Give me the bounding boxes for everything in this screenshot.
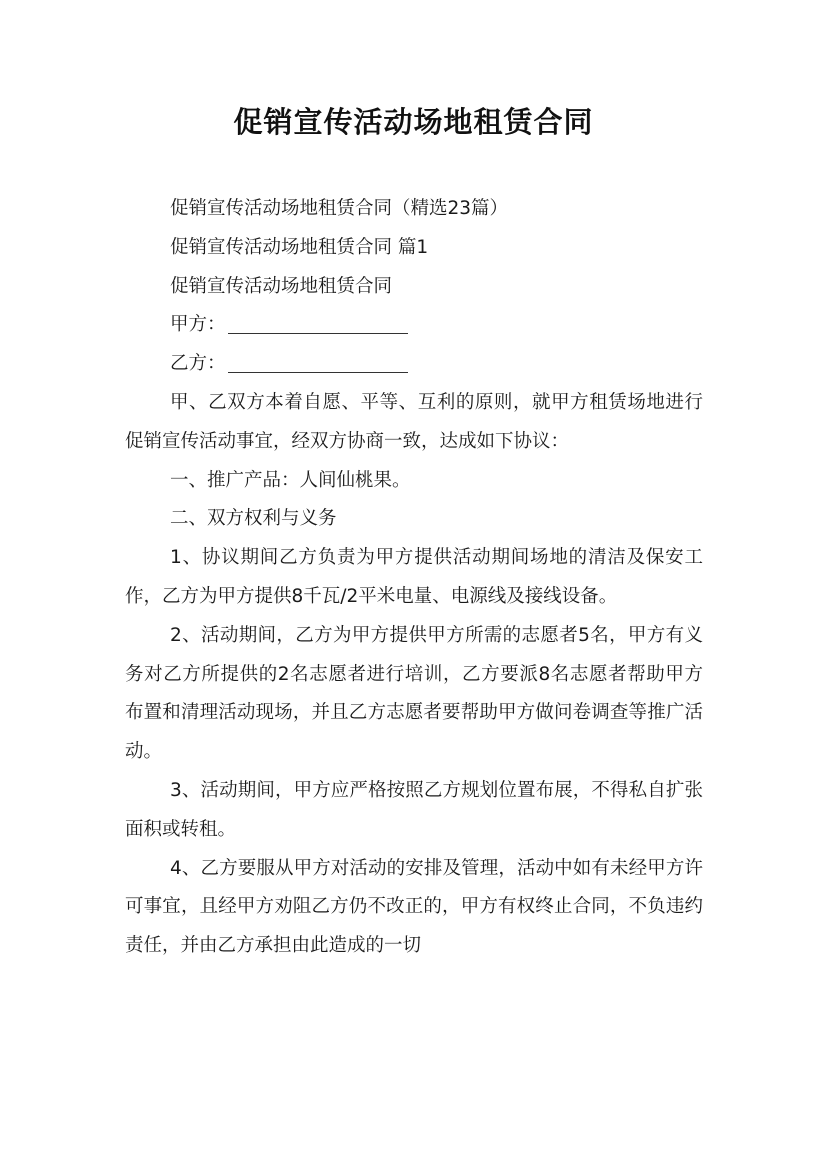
clause-rights-heading: 二、双方权利与义务 — [170, 508, 337, 530]
clause-4: 4、乙方要服从甲方对活动的安排及管理，活动中如有未经甲方许可事宜，且经甲方劝阻乙方仍不改正的，甲方有权终止合同，不负违约责任，并由乙方承担由此造成的一切 — [125, 857, 703, 957]
clause-product: 一、推广产品：人间仙桃果。 — [170, 469, 411, 491]
party-b-line — [125, 345, 703, 384]
party-a-label: 甲方： — [170, 314, 226, 336]
document-body — [125, 190, 703, 966]
clause-3: 3、活动期间，甲方应严格按照乙方规划位置布展，不得私自扩张面积或转租。 — [125, 779, 703, 840]
paragraph-subtitle: 促销宣传活动场地租赁合同（精选23篇） — [170, 198, 509, 219]
clause-preamble: 甲、乙双方本着自愿、平等、互利的原则，就甲方租赁场地进行促销宣传活动事宜，经双方协商一致，达成如下协议： — [125, 391, 703, 452]
document-title: 促销宣传活动场地租赁合同 — [233, 105, 594, 139]
paragraph-section-heading: 促销宣传活动场地租赁合同 篇1 — [170, 236, 429, 258]
party-a-line — [125, 306, 703, 345]
clause-1: 1、协议期间乙方负责为甲方提供活动期间场地的清洁及保安工作，乙方为甲方提供8千瓦/2平米电量、电源线及接线设备。 — [125, 547, 703, 607]
party-a-blank — [228, 311, 408, 334]
paragraph-contract-name: 促销宣传活动场地租赁合同 — [170, 275, 393, 297]
clause-2: 2、活动期间，乙方为甲方提供甲方所需的志愿者5名，甲方有义务对乙方所提供的2名志愿者进行培训，乙方要派8名志愿者帮助甲方布置和清理活动现场，并且乙方志愿者要帮助甲方做问卷调查等推广活动。 — [125, 624, 703, 763]
party-b-blank — [228, 350, 408, 373]
party-b-label: 乙方： — [170, 353, 226, 375]
